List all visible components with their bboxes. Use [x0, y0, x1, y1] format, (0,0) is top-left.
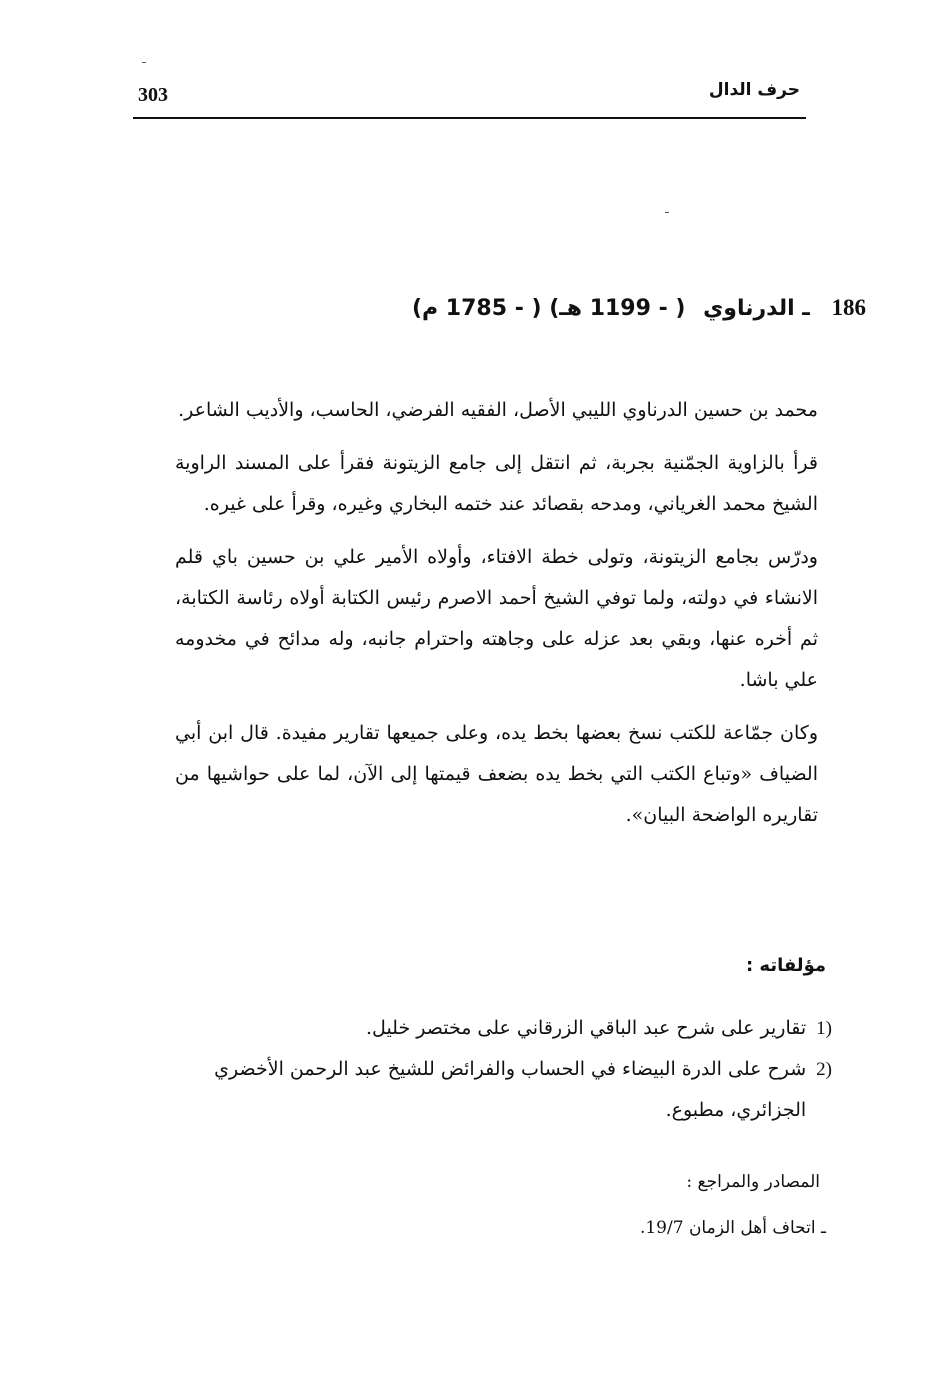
works-item-text: تقارير على شرح عبد الباقي الزرقاني على مختصر خليل.: [366, 1017, 807, 1039]
running-head: حرف الدال: [708, 80, 800, 100]
works-list-item: [180, 1049, 832, 1131]
sources-heading: المصادر والمراجع :: [686, 1172, 820, 1192]
entry-number: 186: [831, 295, 866, 320]
entry-title: [412, 295, 866, 321]
scan-speck: [142, 62, 146, 63]
works-item-text: شرح على الدرة البيضاء في الحساب والفرائض للشيخ عبد الرحمن الأخضري الجزائري، مطبوع.: [214, 1058, 807, 1121]
works-list-item: [180, 1008, 832, 1049]
header-rule: [133, 117, 806, 119]
biography-paragraph: قرأ بالزاوية الجمّنية بجربة، ثم انتقل إلى جامع الزيتونة فقرأ على المسند الراوية الشيخ محمد الغرياني، ومدحه بقصائد عند ختمه البخاري وغيره، وقرأ على غيره.: [175, 452, 818, 515]
works-item-number: 2): [816, 1059, 832, 1080]
biography-paragraph: وكان جمّاعة للكتب نسخ بعضها بخط يده، وعلى جميعها تقارير مفيدة. قال ابن أبي الضياف «وتباع الكتب التي بخط يده بضعف قيمتها إلى الآن، لما على حواشيها من تقاريره الواضحة البيان».: [175, 722, 818, 826]
entry-dates: ( - 1199 هـ) ( - 1785 م): [411, 296, 686, 321]
biography-paragraph: ودرّس بجامع الزيتونة، وتولى خطة الافتاء، وأولاه الأمير علي بن حسين باي قلم الانشاء في دولته، ولما توفي الشيخ أحمد الاصرم رئيس الكتابة أولاه رئاسة الكتابة، ثم أخره عنها، وبقي بعد عزله على وجاهته واحترام جانبه، وله مدائح في مخدومه علي باشا.: [175, 546, 818, 691]
sources-item: ـ اتحاف أهل الزمان 19/7.: [639, 1218, 826, 1238]
biography-body: [175, 390, 818, 848]
scan-speck: [665, 212, 669, 213]
biography-paragraph: محمد بن حسين الدرناوي الليبي الأصل، الفقيه الفرضي، الحاسب، والأديب الشاعر.: [178, 399, 818, 421]
entry-name: ـ الدرناوي: [703, 296, 810, 321]
works-list: [180, 1008, 832, 1131]
page-number: 303: [138, 84, 168, 106]
works-item-number: 1): [816, 1018, 832, 1039]
works-heading: مؤلفاته :: [745, 955, 826, 976]
